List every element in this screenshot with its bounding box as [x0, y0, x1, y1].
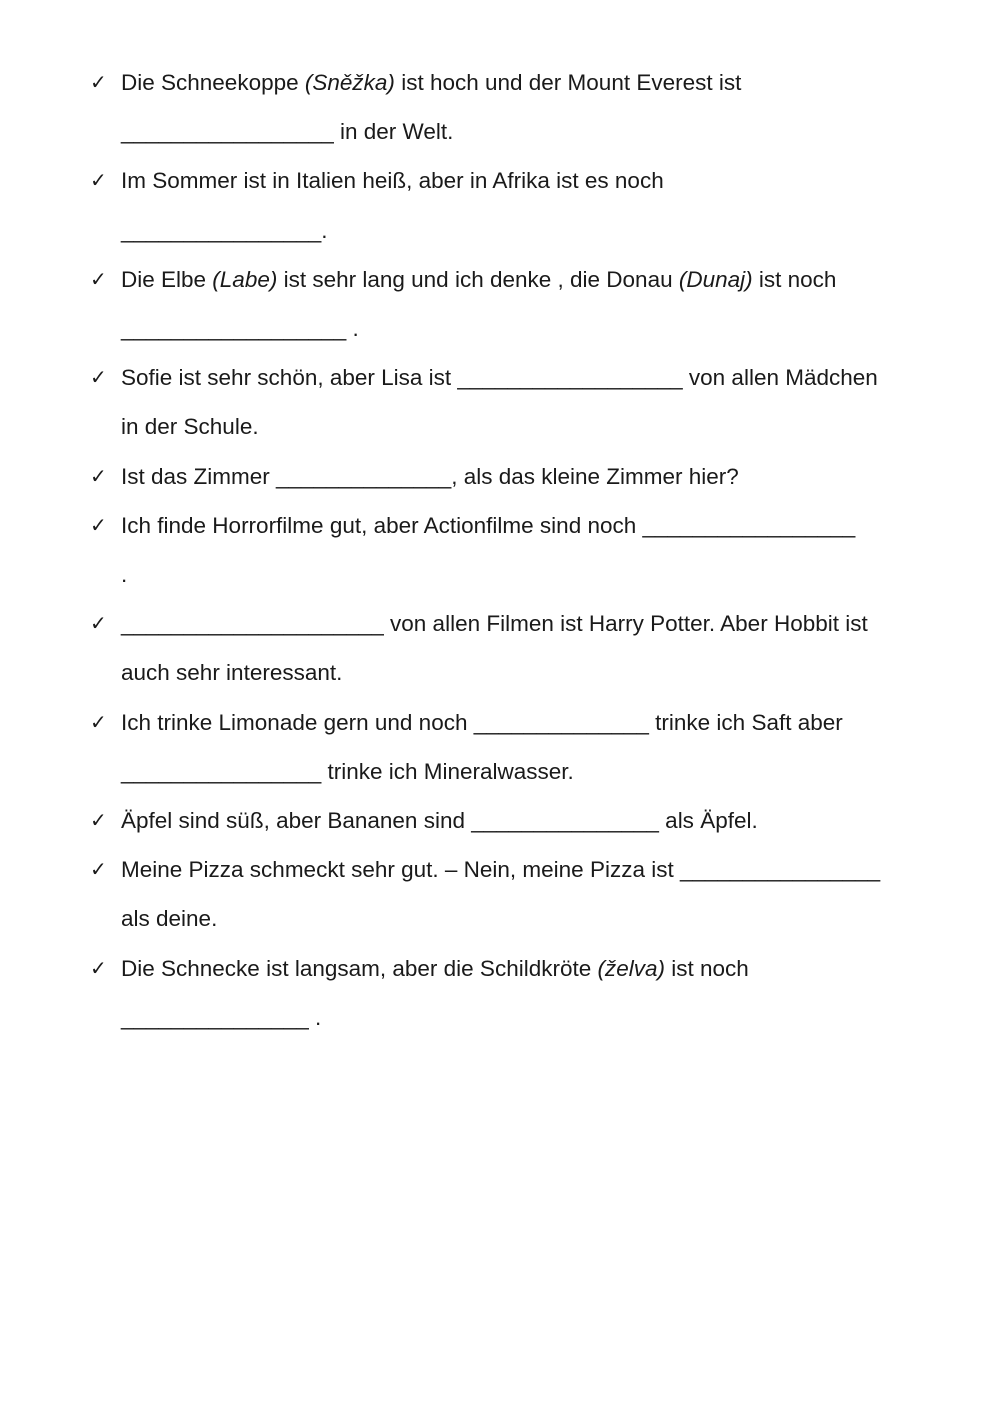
- exercise-item: [90, 501, 950, 599]
- translation-hint: (Labe): [212, 266, 278, 292]
- exercise-line: [121, 402, 950, 451]
- exercise-line: [121, 599, 950, 648]
- checkmark-icon: ✓: [90, 70, 107, 94]
- exercise-line: [121, 944, 950, 993]
- checkmark-icon: ✓: [90, 266, 107, 291]
- translation-hint: (Dunaj): [678, 266, 753, 292]
- sentence-text: Die Schneekoppe: [121, 70, 305, 95]
- exercise-item: [90, 845, 950, 943]
- exercise-line: [121, 206, 950, 255]
- exercise-line: [121, 648, 950, 697]
- exercise-line: [121, 845, 950, 894]
- exercise-line: [121, 550, 950, 599]
- sentence-text: Äpfel sind süß, aber Bananen sind _______________ als Äpfel.: [121, 808, 758, 834]
- translation-hint: (želva): [597, 955, 666, 981]
- sentence-text: Ich trinke Limonade gern und noch ______________ trinke ich Saft aber: [121, 709, 843, 735]
- checkmark-icon: ✓: [90, 168, 107, 193]
- sentence-text: _______________ .: [121, 1004, 322, 1030]
- sentence-text: Sofie ist sehr schön, aber Lisa ist __________________ von allen Mädchen: [121, 365, 878, 391]
- sentence-text: in der Schule.: [121, 414, 259, 440]
- exercise-line: [121, 255, 950, 304]
- sentence-text: auch sehr interessant.: [121, 660, 343, 686]
- exercise-item: [90, 698, 950, 796]
- sentence-text: Im Sommer ist in Italien heiß, aber in Afrika ist es noch: [121, 168, 664, 194]
- checkmark-icon: ✓: [90, 512, 107, 537]
- exercise-line: [121, 156, 950, 205]
- checkmark-icon: ✓: [90, 463, 107, 488]
- exercise-list: [90, 58, 950, 1042]
- exercise-line: [121, 353, 950, 402]
- exercise-item: [90, 156, 950, 254]
- exercise-line: [121, 58, 950, 107]
- exercise-line: [121, 698, 950, 747]
- exercise-line: [121, 501, 950, 550]
- exercise-item: [90, 796, 950, 845]
- sentence-text: als deine.: [121, 906, 218, 932]
- checkmark-icon: ✓: [90, 709, 107, 734]
- checkmark-icon: ✓: [90, 808, 107, 833]
- sentence-text: ________________.: [121, 217, 328, 243]
- exercise-line: [121, 796, 950, 845]
- checkmark-icon: ✓: [90, 611, 107, 636]
- exercise-line: [121, 107, 950, 156]
- sentence-text: Ich finde Horrorfilme gut, aber Actionfilme sind noch _________________: [121, 512, 856, 538]
- sentence-text: ist noch: [665, 955, 749, 981]
- exercise-line: [121, 304, 950, 353]
- sentence-text: Die Schnecke ist langsam, aber die Schildkröte: [121, 955, 598, 981]
- exercise-item: [90, 944, 950, 1042]
- checkmark-icon: ✓: [90, 857, 107, 882]
- sentence-text: ________________ trinke ich Mineralwasser.: [121, 758, 574, 784]
- sentence-text: _____________________ von allen Filmen ist Harry Potter. Aber Hobbit ist: [121, 611, 868, 637]
- exercise-line: [121, 452, 950, 501]
- exercise-line: [121, 894, 950, 943]
- sentence-text: Meine Pizza schmeckt sehr gut. – Nein, meine Pizza ist ________________: [121, 857, 881, 883]
- exercise-line: [121, 747, 950, 796]
- checkmark-icon: ✓: [90, 955, 107, 980]
- sentence-text: Die Elbe: [121, 266, 213, 292]
- exercise-item: [90, 255, 950, 353]
- sentence-text: ist sehr lang und ich denke , die Donau: [277, 266, 679, 292]
- sentence-text: .: [121, 562, 128, 588]
- exercise-item: [90, 353, 950, 451]
- exercise-item: [90, 599, 950, 697]
- sentence-text: ist hoch und der Mount Everest ist: [394, 70, 742, 95]
- sentence-text: Ist das Zimmer ______________, als das kleine Zimmer hier?: [121, 463, 739, 489]
- checkmark-icon: ✓: [90, 365, 107, 390]
- exercise-item: [90, 452, 950, 501]
- sentence-text: _________________ in der Welt.: [121, 119, 454, 145]
- sentence-text: __________________ .: [121, 316, 359, 342]
- translation-hint: (Sněžka): [304, 70, 395, 95]
- exercise-line: [121, 993, 950, 1042]
- exercise-item: [90, 58, 950, 156]
- sentence-text: ist noch: [752, 266, 837, 292]
